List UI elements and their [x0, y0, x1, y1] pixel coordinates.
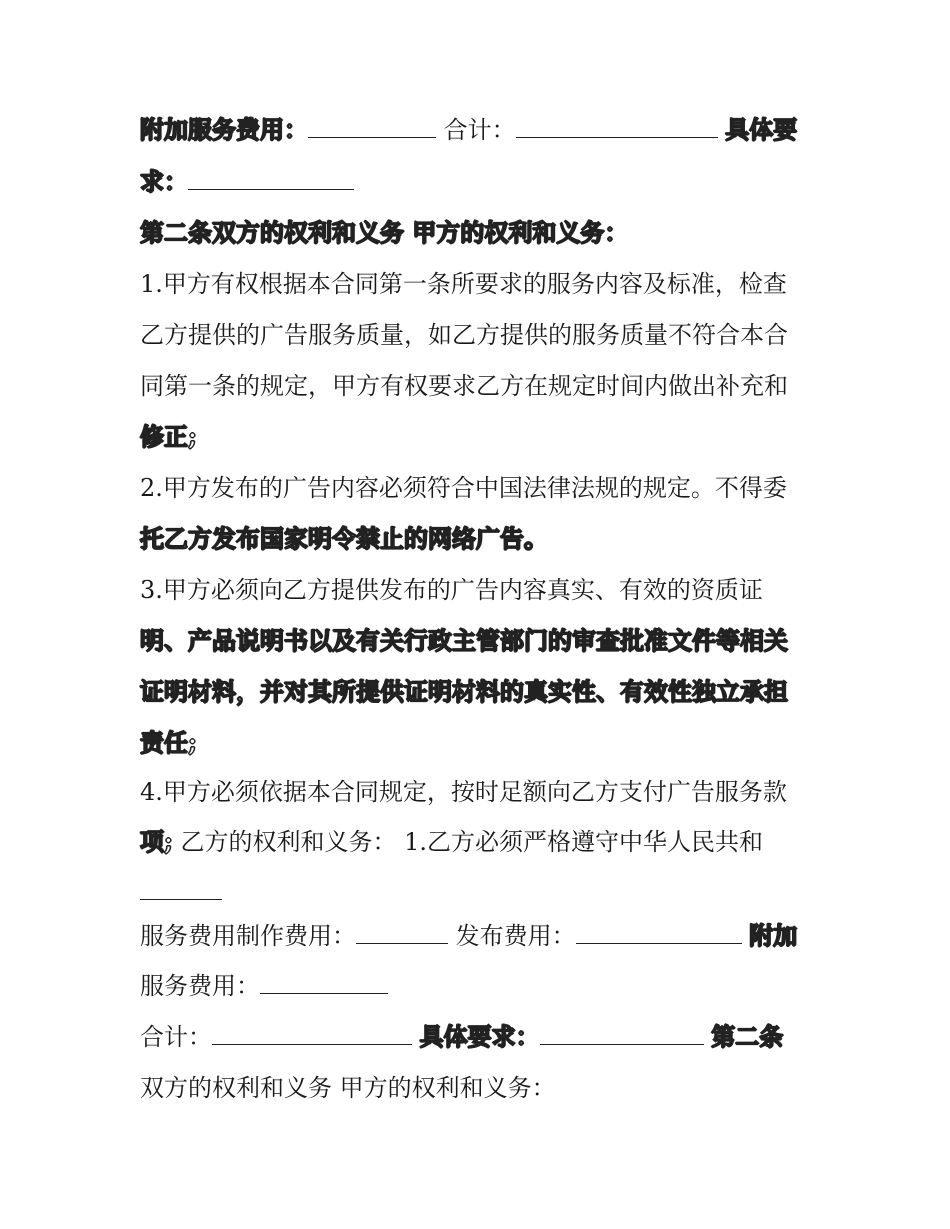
publish-fee-label: 发布费用： [455, 922, 576, 950]
blank-field[interactable] [260, 971, 388, 994]
blank-field[interactable] [188, 167, 354, 190]
blank-field[interactable] [516, 115, 718, 138]
service-fee-label-cont: 服务费用： [140, 972, 260, 1000]
paragraph-line: 4.甲方必须依据本合同规定，按时足额向乙方支付广告服务款 [140, 778, 787, 806]
total-label: 合计： [140, 1023, 212, 1051]
service-fee-label: 服务费用制作费用： [140, 922, 356, 950]
paragraph-line: 3.甲方必须向乙方提供发布的广告内容真实、有效的资质证 [140, 576, 763, 604]
blank-field[interactable] [576, 921, 742, 944]
paragraph-line: 乙方提供的广告服务质量，如乙方提供的服务质量不符合本合 [140, 321, 788, 349]
line-service-fee [140, 920, 797, 952]
additional-label: 附加 [749, 921, 798, 950]
total-label: 合计： [443, 116, 516, 144]
blank-field[interactable] [356, 921, 448, 944]
line-service-fee-cont [140, 970, 388, 1002]
paragraph-line: 责任; [140, 728, 197, 757]
line-total [140, 1021, 783, 1053]
paragraph-line: 2.甲方发布的广告内容必须符合中国法律法规的规定。不得委 [140, 474, 787, 502]
paragraph-line: 明、产品说明书以及有关行政主管部门的审查批准文件等相关 [140, 626, 788, 655]
paragraph-line: 同第一条的规定，甲方有权要求乙方在规定时间内做出补充和 [140, 372, 788, 400]
line-additional-fee [140, 114, 797, 146]
blank-field[interactable] [540, 1022, 704, 1045]
article-two-label: 第二条 [711, 1022, 784, 1051]
requirements-label: 具体要求： [419, 1022, 540, 1051]
line-requirements-cont [140, 166, 354, 198]
paragraph-line: 托乙方发布国家明令禁止的网络广告。 [140, 524, 548, 553]
requirements-label: 具体要 [725, 115, 798, 144]
paragraph-line: 证明材料，并对其所提供证明材料的真实性、有效性独立承担 [140, 677, 788, 706]
blank-field[interactable] [140, 877, 222, 900]
additional-fee-label: 附加服务费用： [140, 115, 308, 144]
paragraph-line: 修正; [140, 422, 197, 451]
paragraph-line [140, 826, 763, 858]
party-b-rights: 乙方的权利和义务： 1.乙方必须严格遵守中华人民共和 [172, 828, 764, 856]
paragraph-line: 双方的权利和义务 甲方的权利和义务： [140, 1074, 556, 1102]
blank-field[interactable] [308, 115, 436, 138]
blank-field[interactable] [212, 1022, 412, 1045]
item-fragment: 项; [140, 827, 173, 856]
line-blank [140, 876, 222, 908]
paragraph-line: 1.甲方有权根据本合同第一条所要求的服务内容及标准，检查 [140, 270, 787, 298]
article-two-heading: 第二条双方的权利和义务 甲方的权利和义务： [140, 218, 629, 247]
requirements-label-cont: 求： [140, 167, 188, 196]
